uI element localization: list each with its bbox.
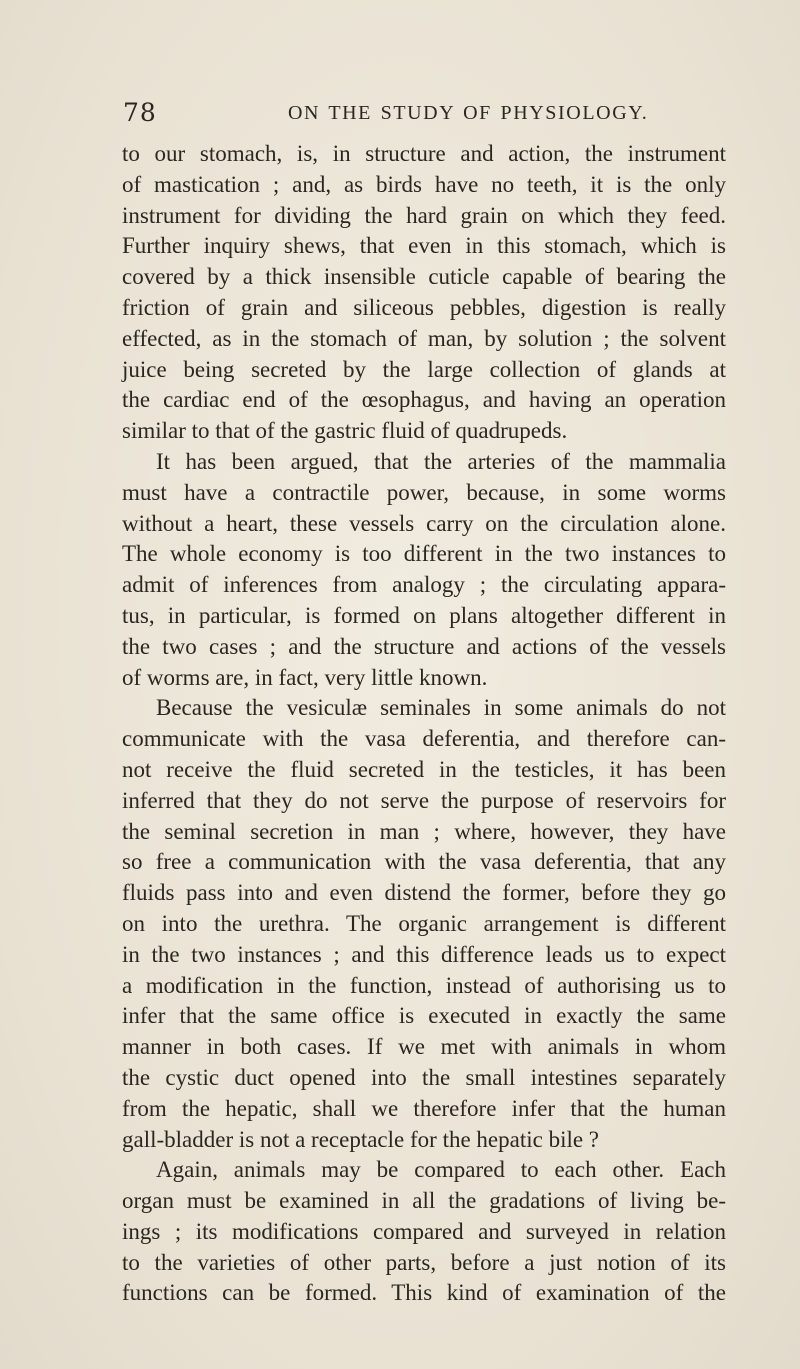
text-line: juice being secreted by the large collection of glands at xyxy=(122,356,726,382)
text-line: the cardiac end of the œsophagus, and having an operation xyxy=(122,387,726,413)
text-line: not receive the fluid secreted in the testicles, it has been xyxy=(122,756,726,782)
text-line: organ must be examined in all the gradations of living be- xyxy=(122,1188,726,1214)
text-line: in the two instances ; and this difference leads us to expect xyxy=(122,941,726,967)
text-line: so free a communication with the vasa deferentia, that any xyxy=(122,849,726,875)
text-line: from the hepatic, shall we therefore infer that the human xyxy=(122,1095,726,1121)
text-line: a modification in the function, instead of authorising us to xyxy=(122,972,726,998)
text-line: must have a contractile power, because, in some worms xyxy=(122,479,726,505)
text-line: functions can be formed. This kind of examination of the xyxy=(122,1280,726,1306)
text-line: infer that the same office is executed in exactly the same xyxy=(122,1003,726,1029)
text-line: to our stomach, is, in structure and action, the instrument xyxy=(122,141,726,166)
text-line: admit of inferences from analogy ; the circulating appara- xyxy=(122,572,726,598)
text-line: the seminal secretion in man ; where, however, they have xyxy=(122,818,726,844)
text-line: tus, in particular, is formed on plans altogether different in xyxy=(122,602,726,628)
text-line: Again, animals may be compared to each other. Each xyxy=(156,1157,726,1183)
text-line: communicate with the vasa deferentia, and therefore can- xyxy=(122,726,726,752)
text-line: the cystic duct opened into the small intestines separately xyxy=(122,1064,726,1090)
text-line: Because the vesiculæ seminales in some animals do not xyxy=(156,695,726,721)
text-line: It has been argued, that the arteries of the mammalia xyxy=(156,448,726,474)
text-line: covered by a thick insensible cuticle capable of bearing the xyxy=(122,264,726,290)
text-line: to the varieties of other parts, before a just notion of its xyxy=(122,1249,726,1275)
text-line: of mastication ; and, as birds have no teeth, it is the only xyxy=(122,171,726,197)
page-number: 78 xyxy=(123,98,157,127)
text-line: Further inquiry shews, that even in this stomach, which is xyxy=(122,233,726,259)
page-header xyxy=(123,98,723,134)
text-line: The whole economy is too different in the two instances to xyxy=(122,541,726,567)
text-line: fluids pass into and even distend the former, before they go xyxy=(122,880,726,906)
text-line: effected, as in the stomach of man, by solution ; the solvent xyxy=(122,325,726,351)
running-head: ON THE STUDY OF PHYSIOLOGY. xyxy=(288,102,649,124)
text-line: manner in both cases. If we met with animals in whom xyxy=(122,1034,726,1060)
text-line: ings ; its modifications compared and surveyed in relation xyxy=(122,1218,726,1244)
text-line: the two cases ; and the structure and actions of the vessels xyxy=(122,633,726,659)
text-line: instrument for dividing the hard grain on which they feed. xyxy=(122,202,726,228)
body-text xyxy=(122,139,726,1309)
text-line: gall-bladder is not a receptacle for the hepatic bile ? xyxy=(122,1126,600,1152)
text-line: friction of grain and siliceous pebbles, digestion is really xyxy=(122,294,726,320)
text-line: without a heart, these vessels carry on the circulation alone. xyxy=(122,510,726,536)
text-line: on into the urethra. The organic arrangement is different xyxy=(122,910,726,936)
text-line: similar to that of the gastric fluid of quadrupeds. xyxy=(122,418,568,444)
text-line: inferred that they do not serve the purpose of reservoirs for xyxy=(122,787,726,813)
text-line: of worms are, in fact, very little known. xyxy=(122,664,488,690)
